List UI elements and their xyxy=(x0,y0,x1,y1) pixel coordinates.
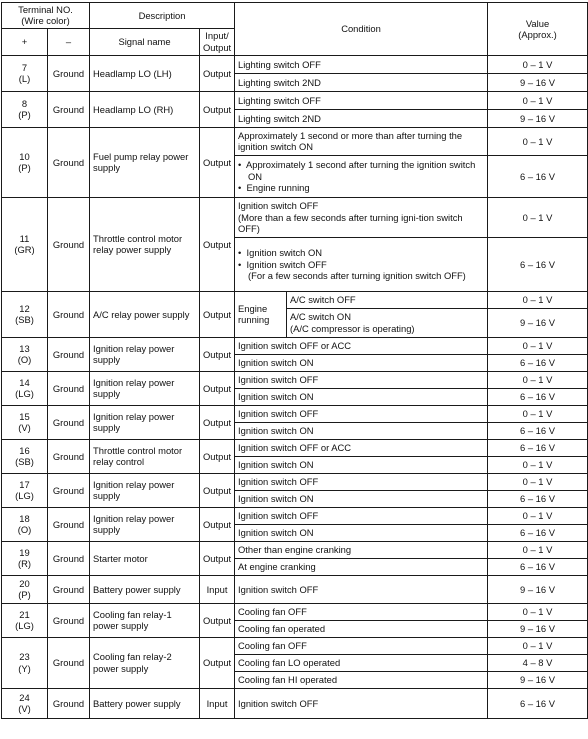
table-row xyxy=(2,55,588,73)
value: 0 – 1 V xyxy=(488,507,588,524)
condition: Ignition switch OFF xyxy=(235,473,488,490)
signal-name: Throttle control motor relay control xyxy=(90,439,200,473)
wire-color: (P) xyxy=(18,109,31,121)
io-type: Output xyxy=(200,337,235,371)
table-row xyxy=(2,473,588,490)
condition-text: Approximately 1 second after turning the ignition switch ON xyxy=(246,159,476,182)
value: 0 – 1 V xyxy=(488,405,588,422)
terminal-minus: Ground xyxy=(48,291,90,337)
header-value xyxy=(488,3,588,56)
signal-name: Cooling fan relay-1 power supply xyxy=(90,603,200,637)
signal-name: Headlamp LO (RH) xyxy=(90,91,200,127)
wire-color: (O) xyxy=(17,524,32,536)
table-row xyxy=(2,439,588,456)
value: 6 – 16 V xyxy=(488,439,588,456)
signal-name: Ignition relay power supply xyxy=(90,371,200,405)
condition-text: (More than a few seconds after turning igni-tion switch OFF) xyxy=(238,211,463,235)
value: 0 – 1 V xyxy=(488,637,588,654)
value: 6 – 16 V xyxy=(488,524,588,541)
io-type: Output xyxy=(200,507,235,541)
condition: Ignition switch OFF xyxy=(235,405,488,422)
table-row xyxy=(2,507,588,524)
terminal-number xyxy=(2,371,48,405)
condition xyxy=(235,237,488,291)
condition: Lighting switch OFF xyxy=(235,55,488,73)
signal-name: Ignition relay power supply xyxy=(90,337,200,371)
header-input-output xyxy=(200,28,235,55)
engine-state xyxy=(235,291,287,337)
condition: Ignition switch OFF xyxy=(235,575,488,603)
condition: Cooling fan LO operated xyxy=(235,654,488,671)
terminal-number xyxy=(2,197,48,291)
terminal-plus: 24 xyxy=(19,691,30,703)
signal-name: Battery power supply xyxy=(90,688,200,718)
engine-state-text: running xyxy=(238,314,270,326)
value: 0 – 1 V xyxy=(488,371,588,388)
io-type: Output xyxy=(200,637,235,688)
terminal-number xyxy=(2,473,48,507)
condition: Ignition switch OFF or ACC xyxy=(235,439,488,456)
condition: Lighting switch 2ND xyxy=(235,73,488,91)
value: 6 – 16 V xyxy=(488,422,588,439)
wire-color: (P) xyxy=(18,589,31,601)
wire-color: (V) xyxy=(18,422,31,434)
condition-text: (For a few seconds after turning ignition switch OFF) xyxy=(248,270,466,282)
signal-name: A/C relay power supply xyxy=(90,291,200,337)
condition-text: (A/C compressor is operating) xyxy=(290,322,415,334)
header-value-label: Value xyxy=(525,17,550,29)
terminal-minus: Ground xyxy=(48,439,90,473)
header-io-label-2: Output xyxy=(203,41,232,53)
terminal-plus: 16 xyxy=(19,444,30,456)
value: 6 – 16 V xyxy=(488,490,588,507)
terminal-plus: 12 xyxy=(19,302,30,314)
table-row xyxy=(2,291,588,308)
wire-color: (Y) xyxy=(18,662,31,674)
terminal-minus: Ground xyxy=(48,371,90,405)
condition-bullet: • Ignition switch OFF xyxy=(238,258,327,270)
value: 0 – 1 V xyxy=(488,127,588,155)
header-plus: + xyxy=(2,28,48,55)
terminal-minus: Ground xyxy=(48,473,90,507)
condition: Cooling fan OFF xyxy=(235,603,488,620)
value: 9 – 16 V xyxy=(488,620,588,637)
header-terminal-no xyxy=(2,3,90,29)
condition: Lighting switch OFF xyxy=(235,91,488,109)
condition-bullet: • Engine running xyxy=(238,182,310,194)
terminal-minus: Ground xyxy=(48,507,90,541)
terminal-plus: 14 xyxy=(19,376,30,388)
terminal-minus: Ground xyxy=(48,688,90,718)
value: 6 – 16 V xyxy=(488,155,588,197)
signal-name: Fuel pump relay power supply xyxy=(90,127,200,197)
terminal-plus: 15 xyxy=(19,410,30,422)
table-row xyxy=(2,637,588,654)
wire-color: (O) xyxy=(17,354,32,366)
terminal-plus: 21 xyxy=(19,608,30,620)
wire-color: (GR) xyxy=(14,244,35,256)
value: 9 – 16 V xyxy=(488,671,588,688)
header-condition: Condition xyxy=(235,3,488,56)
condition: Ignition switch ON xyxy=(235,354,488,371)
condition: Cooling fan HI operated xyxy=(235,671,488,688)
terminal-plus: 7 xyxy=(21,61,28,73)
condition: Cooling fan operated xyxy=(235,620,488,637)
terminal-plus: 13 xyxy=(19,342,30,354)
condition-text: Ignition switch OFF xyxy=(238,200,319,212)
terminal-plus: 20 xyxy=(19,577,30,589)
table-row xyxy=(2,197,588,237)
table-row xyxy=(2,688,588,718)
wire-color: (P) xyxy=(18,162,31,174)
value: 9 – 16 V xyxy=(488,575,588,603)
value: 9 – 16 V xyxy=(488,109,588,127)
value: 4 – 8 V xyxy=(488,654,588,671)
terminal-minus: Ground xyxy=(48,405,90,439)
terminal-number xyxy=(2,688,48,718)
table-row xyxy=(2,337,588,354)
condition-text: Ignition switch OFF xyxy=(246,258,327,270)
terminal-plus: 17 xyxy=(19,478,30,490)
value: 6 – 16 V xyxy=(488,354,588,371)
terminal-minus: Ground xyxy=(48,91,90,127)
value: 0 – 1 V xyxy=(488,603,588,620)
terminal-number xyxy=(2,405,48,439)
condition xyxy=(235,197,488,237)
condition: A/C switch OFF xyxy=(287,291,488,308)
terminal-plus: 18 xyxy=(19,512,30,524)
terminal-minus: Ground xyxy=(48,337,90,371)
condition-text: Ignition switch ON xyxy=(246,247,323,259)
io-type: Output xyxy=(200,473,235,507)
terminal-minus: Ground xyxy=(48,541,90,575)
condition: Approximately 1 second or more than after turning the ignition switch ON xyxy=(235,127,488,155)
terminal-minus: Ground xyxy=(48,603,90,637)
condition: Ignition switch OFF xyxy=(235,688,488,718)
value: 9 – 16 V xyxy=(488,73,588,91)
table-row xyxy=(2,575,588,603)
terminal-number xyxy=(2,91,48,127)
condition xyxy=(235,155,488,197)
condition-text: A/C switch ON xyxy=(290,311,351,323)
wire-color: (LG) xyxy=(15,388,34,400)
signal-name: Cooling fan relay-2 power supply xyxy=(90,637,200,688)
condition xyxy=(287,308,488,337)
condition-bullet: • Ignition switch ON xyxy=(238,247,323,259)
condition-bullet: • Approximately 1 second after turning the ignition switch ON xyxy=(238,159,476,182)
condition: Cooling fan OFF xyxy=(235,637,488,654)
value: 0 – 1 V xyxy=(488,197,588,237)
condition: Other than engine cranking xyxy=(235,541,488,558)
io-type: Output xyxy=(200,91,235,127)
value: 6 – 16 V xyxy=(488,558,588,575)
terminal-plus: 19 xyxy=(19,546,30,558)
table-row xyxy=(2,127,588,155)
signal-name: Ignition relay power supply xyxy=(90,507,200,541)
condition-text: Engine running xyxy=(246,182,310,194)
terminal-plus: 10 xyxy=(19,150,30,162)
terminal-minus: Ground xyxy=(48,197,90,291)
value: 0 – 1 V xyxy=(488,337,588,354)
header-approx-label: (Approx.) xyxy=(518,28,557,40)
header-io-label-1: Input/ xyxy=(205,30,229,42)
terminal-minus: Ground xyxy=(48,637,90,688)
wire-color: (V) xyxy=(18,703,31,715)
header-wire-color-label: (Wire color) xyxy=(21,15,70,27)
table-row xyxy=(2,541,588,558)
wire-color: (LG) xyxy=(15,490,34,502)
condition: Ignition switch ON xyxy=(235,388,488,405)
terminal-number xyxy=(2,575,48,603)
header-minus: – xyxy=(48,28,90,55)
header-signal-name: Signal name xyxy=(90,28,200,55)
header-terminal-label: Terminal NO. xyxy=(18,4,73,15)
terminal-number xyxy=(2,127,48,197)
wire-color: (SB) xyxy=(15,314,34,326)
terminal-plus: 11 xyxy=(19,232,30,244)
io-type: Output xyxy=(200,291,235,337)
io-type: Output xyxy=(200,541,235,575)
io-type: Output xyxy=(200,603,235,637)
terminal-number xyxy=(2,439,48,473)
condition: Ignition switch ON xyxy=(235,456,488,473)
value: 0 – 1 V xyxy=(488,541,588,558)
value: 0 – 1 V xyxy=(488,55,588,73)
value: 0 – 1 V xyxy=(488,291,588,308)
wire-color: (SB) xyxy=(15,456,34,468)
table-row xyxy=(2,371,588,388)
signal-name: Ignition relay power supply xyxy=(90,405,200,439)
terminal-minus: Ground xyxy=(48,127,90,197)
wire-color: (LG) xyxy=(15,620,34,632)
value: 9 – 16 V xyxy=(488,308,588,337)
wire-color: (R) xyxy=(17,558,31,570)
value: 6 – 16 V xyxy=(488,237,588,291)
condition: At engine cranking xyxy=(235,558,488,575)
terminal-number xyxy=(2,291,48,337)
terminal-minus: Ground xyxy=(48,55,90,91)
terminal-minus: Ground xyxy=(48,575,90,603)
value: 0 – 1 V xyxy=(488,456,588,473)
value: 6 – 16 V xyxy=(488,388,588,405)
wire-color: (L) xyxy=(18,73,31,85)
terminal-number xyxy=(2,637,48,688)
io-type: Output xyxy=(200,197,235,291)
terminal-plus: 23 xyxy=(19,651,30,663)
terminal-number xyxy=(2,55,48,91)
signal-name: Battery power supply xyxy=(90,575,200,603)
table-row xyxy=(2,405,588,422)
terminal-plus: 8 xyxy=(21,97,28,109)
terminal-number xyxy=(2,603,48,637)
io-type: Input xyxy=(200,688,235,718)
io-type: Input xyxy=(200,575,235,603)
terminal-number xyxy=(2,541,48,575)
value: 0 – 1 V xyxy=(488,473,588,490)
header-description: Description xyxy=(90,3,235,29)
signal-name: Headlamp LO (LH) xyxy=(90,55,200,91)
condition: Ignition switch OFF or ACC xyxy=(235,337,488,354)
io-type: Output xyxy=(200,55,235,91)
table-row xyxy=(2,603,588,620)
terminal-spec-table xyxy=(1,2,588,719)
condition: Ignition switch ON xyxy=(235,422,488,439)
engine-state-text: Engine xyxy=(238,302,268,314)
io-type: Output xyxy=(200,439,235,473)
signal-name: Ignition relay power supply xyxy=(90,473,200,507)
signal-name: Starter motor xyxy=(90,541,200,575)
value: 6 – 16 V xyxy=(488,688,588,718)
condition: Ignition switch OFF xyxy=(235,371,488,388)
table-row xyxy=(2,91,588,109)
terminal-number xyxy=(2,337,48,371)
condition: Ignition switch OFF xyxy=(235,507,488,524)
io-type: Output xyxy=(200,127,235,197)
signal-name: Throttle control motor relay power supply xyxy=(90,197,200,291)
value: 0 – 1 V xyxy=(488,91,588,109)
condition: Lighting switch 2ND xyxy=(235,109,488,127)
condition: Ignition switch ON xyxy=(235,524,488,541)
terminal-number xyxy=(2,507,48,541)
io-type: Output xyxy=(200,405,235,439)
io-type: Output xyxy=(200,371,235,405)
condition: Ignition switch ON xyxy=(235,490,488,507)
